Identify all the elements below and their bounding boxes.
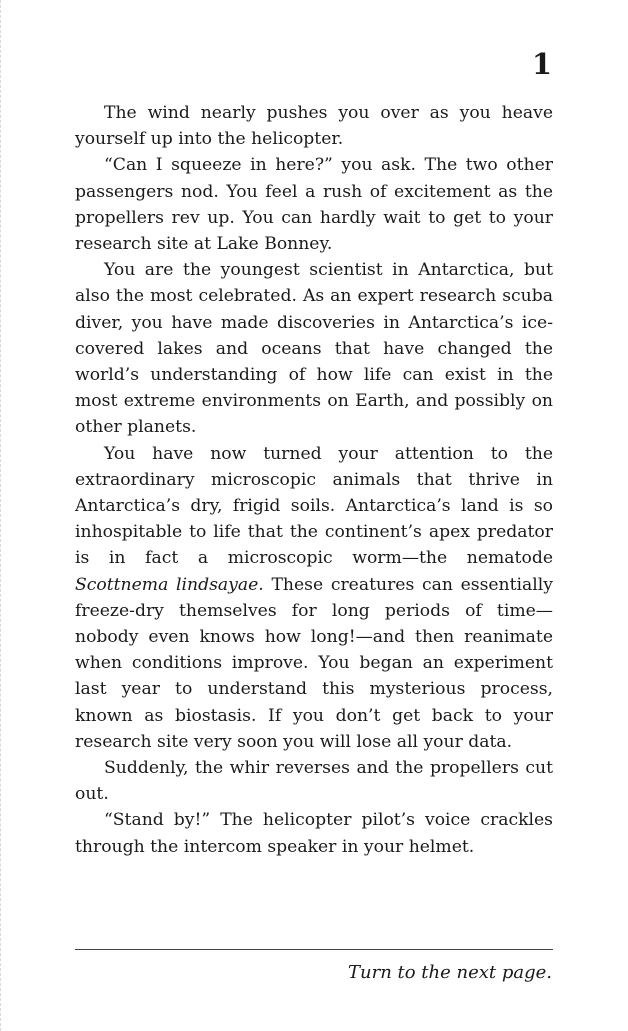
footer-divider [75,949,553,950]
paragraph-3: You are the youngest scientist in Antarctica, but also the most celebrated. As an expert research scuba diver, you have made discoveries in Antarctica’s ice-covered lakes and oceans that have changed the world’s understanding of how life can exist in the most extreme environments on Earth, and possibly on other planets. [75,260,553,438]
turn-page-prompt: Turn to the next page. [347,962,552,983]
paragraph-5: Suddenly, the whir reverses and the propellers cut out. [75,758,553,805]
paragraph-6: “Stand by!” The helicopter pilot’s voice crackles through the intercom speaker in your helmet. [75,810,553,857]
paragraph-1: The wind nearly pushes you over as you heave yourself up into the helicopter. [75,103,553,150]
paragraph-4-before: You have now turned your attention to the extraordinary microscopic animals that thrive in Antarctica’s dry, frigid soils. Antarctica’s land is so inhospitable to life that the continent’s apex predator is in fact a microscopic worm—the nematode [75,443,553,569]
species-name: Scottnema lindsayae. [75,574,264,595]
paragraph-2: “Can I squeeze in here?” you ask. The two other passengers nod. You feel a rush of excitement as the propellers rev up. You can hardly wait to get to your research site at Lake Bonney. [75,155,553,255]
page-number: 1 [531,47,552,81]
paragraph-4 [75,441,553,755]
paragraph-4-after: These creatures can essentially freeze-dry themselves for long periods of time—nobody even knows how long!—and then reanimate when conditions improve. You began an experiment last year to understand this mysterious process, known as biostasis. If you don’t get back to your research site very soon you will lose all your data. [75,574,553,752]
page-left-edge [0,0,2,1031]
chapter-body [75,100,553,860]
